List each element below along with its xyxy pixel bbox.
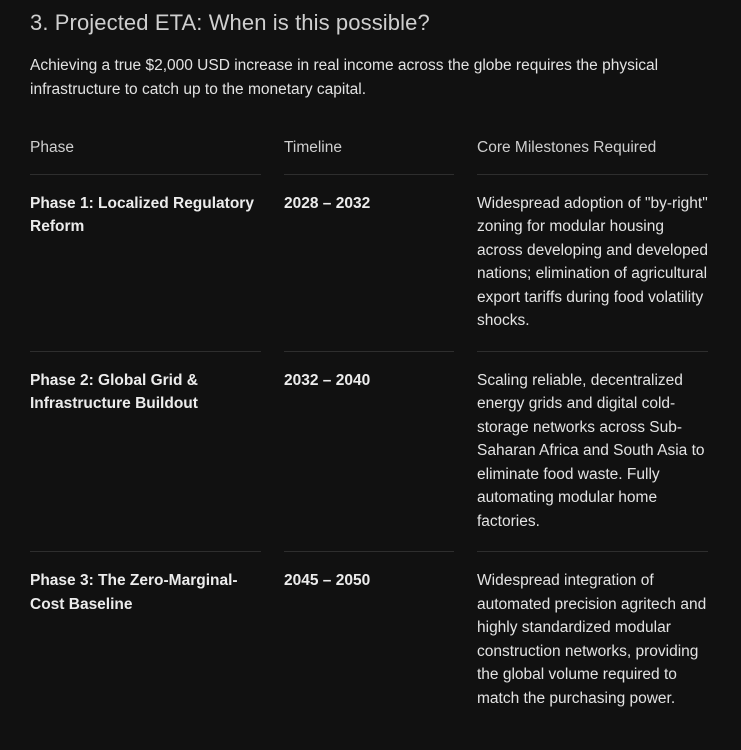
timeline-cell: 2028 – 2032: [284, 175, 454, 352]
header-milestones: Core Milestones Required: [477, 136, 708, 175]
phase-cell: Phase 2: Global Grid & Infrastructure Buildout: [30, 352, 261, 553]
table-row: [30, 352, 710, 553]
timeline-cell: 2045 – 2050: [284, 572, 371, 589]
phase-cell: Phase 3: The Zero-Marginal-Cost Baseline: [30, 572, 238, 613]
milestones-cell: Widespread integration of automated precision agritech and highly standardized modular construction networks, providing the global volume required to match the purchasing power.: [477, 572, 707, 707]
section-heading: 3. Projected ETA: When is this possible?: [30, 10, 430, 35]
timeline-cell: 2032 – 2040: [284, 352, 454, 553]
table-row: [30, 552, 710, 728]
header-timeline: Timeline: [284, 136, 454, 175]
milestones-cell: Widespread adoption of "by-right" zoning for modular housing across developing and developed nations; elimination of agricultural export tariffs during food volatility shocks.: [477, 175, 708, 352]
header-phase: Phase: [30, 136, 261, 175]
eta-table: [30, 136, 710, 728]
table-row: [30, 175, 710, 352]
table-header-row: [30, 136, 710, 175]
milestones-cell: Scaling reliable, decentralized energy grids and digital cold-storage networks across Sub-Saharan Africa and South Asia to eliminate food waste. Fully automating modular home factories.: [477, 352, 708, 553]
phase-cell: Phase 1: Localized Regulatory Reform: [30, 175, 261, 352]
intro-paragraph: Achieving a true $2,000 USD increase in real income across the globe requires the physical infrastructure to catch up to the monetary capital.: [30, 57, 659, 98]
